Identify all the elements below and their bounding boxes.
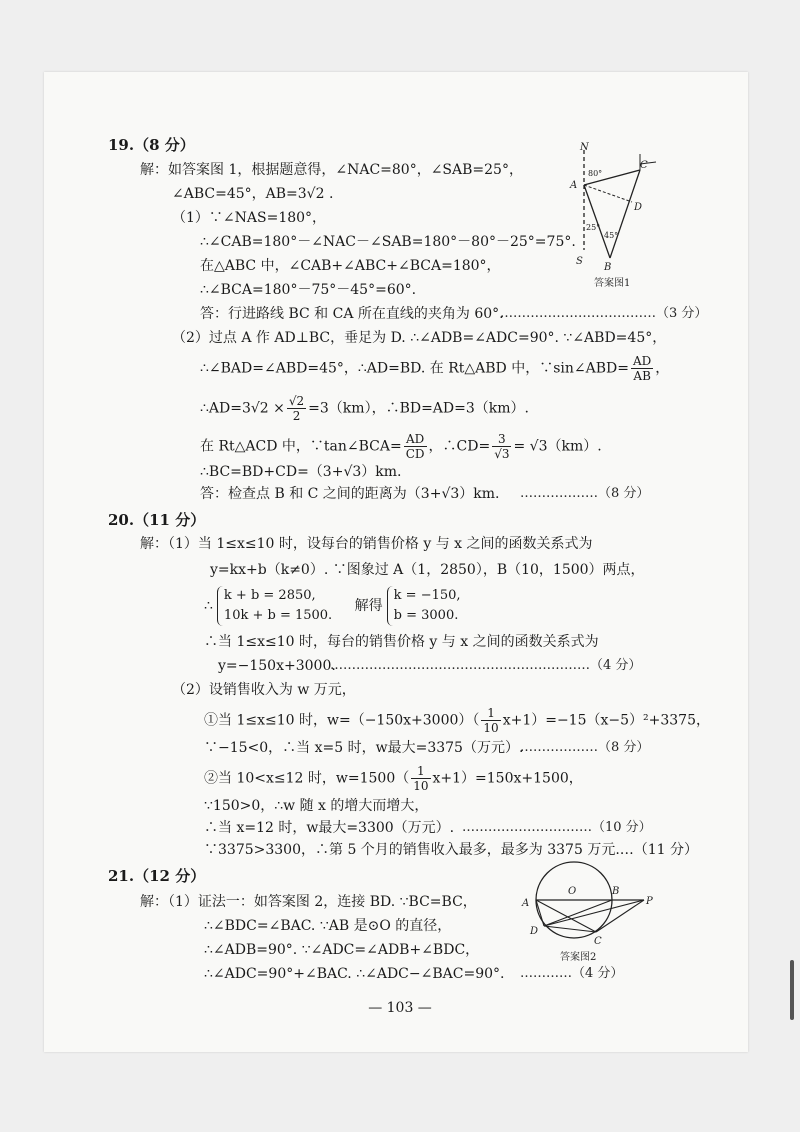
q20-line: ∵−15<0，∴当 x=5 时，w最大=3375（万元）. <box>204 740 524 756</box>
fraction-numerator: 1 <box>481 706 500 721</box>
label-angle-25: 25° <box>586 223 601 232</box>
segment-ad <box>584 185 632 202</box>
scrollbar-thumb[interactable] <box>790 960 794 1020</box>
q19-line: ∠ABC=45°，AB=3√2 . <box>172 186 334 202</box>
q19-text: 在 Rt△ACD 中，∵tan∠BCA= <box>200 438 402 455</box>
q19-text: =3（km），∴BD=AD=3（km）. <box>308 400 529 417</box>
label-b: B <box>604 262 612 273</box>
figure-caption: 答案图1 <box>594 278 631 289</box>
q20-text: ①当 1≤x≤10 时，w=（−150x+3000）（ <box>204 712 480 729</box>
q20-text: ②当 10<x≤12 时，w=1500（ <box>204 770 410 787</box>
q21-header: 21.（12 分） <box>108 867 206 885</box>
q21-line: ∴∠ADC=90°+∠BAC. ∴∠ADC−∠BAC=90°. <box>204 966 505 982</box>
label-c: C <box>640 160 648 171</box>
score-marker: ……………………………………………………（4 分） <box>330 658 642 673</box>
score-marker: ………………（8 分） <box>520 486 650 501</box>
q19-line <box>200 394 529 423</box>
fraction-denominator: 10 <box>483 721 499 735</box>
label-angle-45: 45° <box>604 231 619 240</box>
q19-line: （2）过点 A 作 AD⊥BC，垂足为 D. ∴∠ADB=∠ADC=90°. ∵∠ABD=45°， <box>172 330 667 346</box>
q21-line: ∴∠ADB=90°. ∵∠ADC=∠ADB+∠BDC， <box>204 942 480 958</box>
q20-line: ∴当 x=12 时，w最大=3300（万元）. <box>204 820 455 836</box>
label-b: B <box>612 886 620 897</box>
segment-cp <box>596 900 644 932</box>
equation-system-1 <box>217 586 332 626</box>
label-n: N <box>580 142 589 153</box>
segment-ac <box>536 900 596 932</box>
page-number: — 103 — <box>368 1000 432 1016</box>
q19-line: ∴∠CAB=180°－∠NAC－∠SAB=180°－80°－25°=75°. <box>200 234 576 250</box>
label-d: D <box>634 202 643 213</box>
q20-line: 解：（1）当 1≤x≤10 时，设每台的销售价格 y 与 x 之间的函数关系式为 <box>140 536 593 552</box>
fraction <box>631 354 653 383</box>
q20-line <box>204 764 583 793</box>
q19-line: ∴∠BAD=∠ABD=45°，∴AD=BD. 在 Rt△ABD 中，∵sin∠ABD= $\frac{AD}{AB}$ ， <box>200 354 670 383</box>
score-marker: ………………（8 分） <box>520 740 650 755</box>
q20-text: x+1）=150x+1500， <box>432 770 583 787</box>
q20-line: y=kx+b（k≠0）. ∵图象过 A（1，2850），B（10，1500）两点， <box>210 562 645 578</box>
q20-line: （2）设销售收入为 w 万元， <box>172 682 356 698</box>
q19-line: 答：检查点 B 和 C 之间的距离为（3+√3）km. <box>200 486 500 502</box>
fraction <box>411 764 430 793</box>
solve-label: 解得 <box>354 598 383 614</box>
answer-figure-2 <box>514 856 664 966</box>
label-s: S <box>576 256 583 267</box>
q19-text: ，∴CD= <box>428 438 491 455</box>
q19-line <box>200 432 602 461</box>
q19-line: 在△ABC 中，∠CAB+∠ABC+∠BCA=180°， <box>200 258 501 274</box>
q20-line: y=−150x+3000. <box>218 658 336 674</box>
q19-header: 19.（8 分） <box>108 136 195 154</box>
q20-header: 20.（11 分） <box>108 511 206 529</box>
therefore-symbol: ∴ <box>204 598 213 614</box>
q19-line: 解：如答案图 1，根据题意得，∠NAC=80°，∠SAB=25°， <box>140 162 523 178</box>
fraction-denominator: CD <box>405 447 425 461</box>
equation: k = −150, <box>393 588 461 603</box>
label-a: A <box>570 180 578 191</box>
score-marker: …………………………（10 分） <box>462 820 652 835</box>
fraction-denominator: 2 <box>292 409 301 423</box>
q20-line: ∵3375>3300，∴第 5 个月的销售收入最多，最多为 3375 万元.…（11 分） <box>204 842 699 858</box>
fraction <box>287 394 306 423</box>
label-c: C <box>594 936 602 947</box>
q19-text: ∴AD=3√2 × <box>200 400 285 417</box>
score-marker: ………………………………（3 分） <box>500 306 708 321</box>
q19-line: ∴∠BCA=180°－75°－45°=60°. <box>200 282 417 298</box>
segment-ab <box>584 185 610 258</box>
label-angle-80: 80° <box>588 169 603 178</box>
q19-text: ∴∠BAD=∠ABD=45°，∴AD=BD. 在 Rt△ABD 中，∵sin∠ABD= <box>200 360 629 377</box>
q19-line: （1）∵∠NAS=180°， <box>172 210 327 226</box>
q20-line: ∵150>0，∴w 随 x 的增大而增大， <box>204 798 429 814</box>
fraction-numerator: AD <box>404 432 427 447</box>
equation: k + b = 2850, <box>223 588 316 603</box>
segment-cb <box>610 170 643 258</box>
fraction-numerator: 3 <box>492 432 511 447</box>
q21-line: 解：（1）证法一：如答案图 2，连接 BD. ∵BC=BC， <box>140 894 477 910</box>
fraction-numerator: AD <box>633 354 652 368</box>
score-marker: …………（4 分） <box>520 966 624 981</box>
fraction <box>481 706 500 735</box>
label-d: D <box>530 926 539 937</box>
label-a: A <box>522 898 530 909</box>
answer-figure-1 <box>560 140 680 290</box>
label-p: P <box>646 896 653 907</box>
q20-text: x+1）=−15（x−5）²+3375， <box>502 712 711 729</box>
q19-line: ∴BC=BD+CD=（3+√3）km. <box>200 464 402 480</box>
q20-system <box>204 586 461 626</box>
figure-caption: 答案图2 <box>560 952 597 963</box>
fraction-denominator: AB <box>633 369 651 383</box>
q20-line <box>204 706 710 735</box>
fraction <box>404 432 427 461</box>
fraction <box>492 432 511 461</box>
fraction-denominator: 10 <box>413 779 429 793</box>
label-o: O <box>568 886 577 897</box>
fraction-numerator: 1 <box>411 764 430 779</box>
fraction-denominator: √3 <box>494 447 510 461</box>
q21-line: ∴∠BDC=∠BAC. ∵AB 是⊙O 的直径， <box>204 918 452 934</box>
equation: 10k + b = 1500. <box>223 608 333 623</box>
fraction-numerator: √2 <box>288 394 305 408</box>
equation-system-2 <box>387 586 461 626</box>
equation: b = 3000. <box>393 608 459 623</box>
q19-text: = √3（km）. <box>513 438 602 455</box>
q19-line: 答：行进路线 BC 和 CA 所在直线的夹角为 60°. <box>200 306 504 322</box>
q20-line: ∴当 1≤x≤10 时，每台的销售价格 y 与 x 之间的函数关系式为 <box>204 634 599 650</box>
segment-dp <box>544 900 644 926</box>
